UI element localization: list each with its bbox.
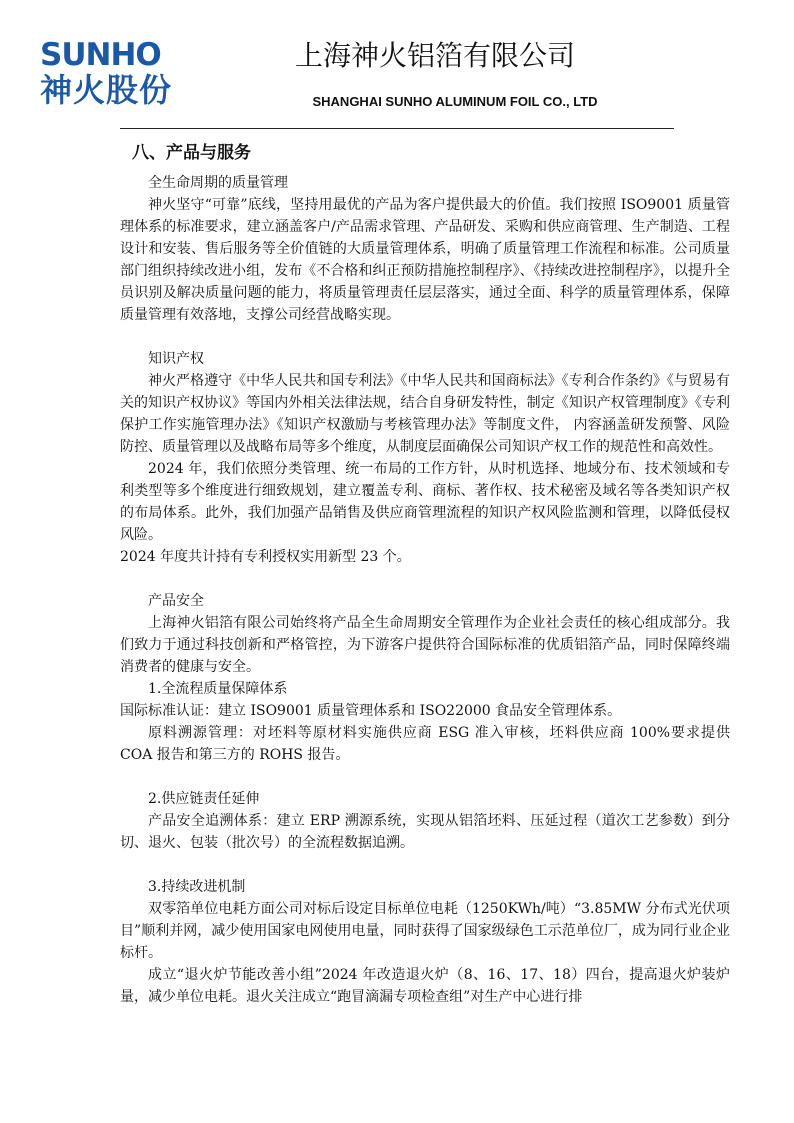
spacer: [120, 568, 730, 590]
paragraph: 原料溯源管理：对坯料等原材料实施供应商 ESG 准入审核，坯料供应商 100%要求提供 COA 报告和第三方的 ROHS 报告。: [120, 725, 730, 763]
paragraph: 上海神火铝箔有限公司始终将产品全生命周期安全管理作为企业社会责任的核心组成部分。我们致力于通过科技创新和严格管控，为下游客户提供符合国际标准的优质铝箔产品，同时保障终端消费者的健康与安全。: [120, 615, 730, 675]
paragraph: 双零箔单位电耗方面公司对标后设定目标单位电耗（1250KWh/吨）“3.85MW 分布式光伏项目”顺利并网，减少使用国家电网使用电量，同时获得了国家级绿色工示范单位厂，成为同行业企业标杆。: [120, 901, 730, 961]
spacer: [120, 766, 730, 788]
paragraph: 产品安全追溯体系：建立 ERP 溯源系统，实现从铝箔坯料、压延过程（道次工艺参数）到分切、退火、包装（批次号）的全流程数据追溯。: [120, 813, 730, 851]
paragraph: 国际标准认证：建立 ISO9001 质量管理体系和 ISO22000 食品安全管理体系。: [120, 703, 622, 719]
section-title: 八、产品与服务: [132, 143, 251, 163]
paragraph: 2024 年度共计持有专利授权实用新型 23 个。: [120, 549, 411, 565]
header-divider: [120, 128, 674, 129]
document-body: [120, 138, 730, 1008]
paragraph: 2024 年，我们依照分类管理、统一布局的工作方针，从时机选择、地域分布、技术领域和专利类型等多个维度进行细致规划，建立覆盖专利、商标、著作权、技术秘密及域名等各类知识产权的布局体系。此外，我们加强产品销售及供应商管理流程的知识产权风险监测和管理，以降低侵权风险。: [120, 461, 730, 543]
paragraph: 成立“退火炉节能改善小组”2024 年改造退火炉（8、16、17、18）四台，提高退火炉装炉量，减少单位电耗。退火关注成立“跑冒滴漏专项检查组”对生产中心进行排: [120, 967, 730, 1005]
list-heading: 3.持续改进机制: [148, 879, 246, 895]
subheading-quality: 全生命周期的质量管理: [148, 175, 288, 191]
company-name-chinese: 上海神火铝箔有限公司: [294, 39, 575, 72]
paragraph: 神火坚守“可靠”底线，坚持用最优的产品为客户提供最大的价值。我们按照 ISO9001 质量管理体系的标准要求，建立涵盖客户/产品需求管理、产品研发、采购和供应商管理、生产制造、工程设计和安装、售后服务等全价值链的大质量管理体系，明确了质量管理工作流程和标准。公司质量部门组织持续改进小组，发布《不合格和纠正预防措施控制程序》、《持续改进控制程序》，以提升全员识别及解决质量问题的能力，将质量管理责任层层落实，通过全面、科学的质量管理体系，保障质量管理有效落地，支撑公司经营战略实现。: [120, 197, 730, 323]
spacer: [120, 326, 730, 348]
logo-english: SUNHO: [40, 37, 161, 73]
list-heading: 2.供应链责任延伸: [148, 791, 260, 807]
list-heading: 1.全流程质量保障体系: [148, 681, 288, 697]
spacer: [120, 854, 730, 876]
subheading-product-safety: 产品安全: [148, 593, 204, 609]
subheading-ip: 知识产权: [148, 351, 204, 367]
company-logo: [40, 37, 178, 109]
company-name-english: SHANGHAI SUNHO ALUMINUM FOIL CO., LTD: [312, 94, 598, 109]
paragraph: 神火严格遵守《中华人民共和国专利法》《中华人民共和国商标法》《专利合作条约》《与贸易有关的知识产权协议》等国内外相关法律法规，结合自身研发特性，制定《知识产权管理制度》《专利保护工作实施管理办法》《知识产权激励与考核管理办法》等制度文件， 内容涵盖研发预警、风险防控、质量管理以及战略布局等多个维度，从制度层面确保公司知识产权工作的规范性和高效性。: [120, 373, 730, 455]
logo-chinese: 神火股份: [40, 71, 173, 109]
